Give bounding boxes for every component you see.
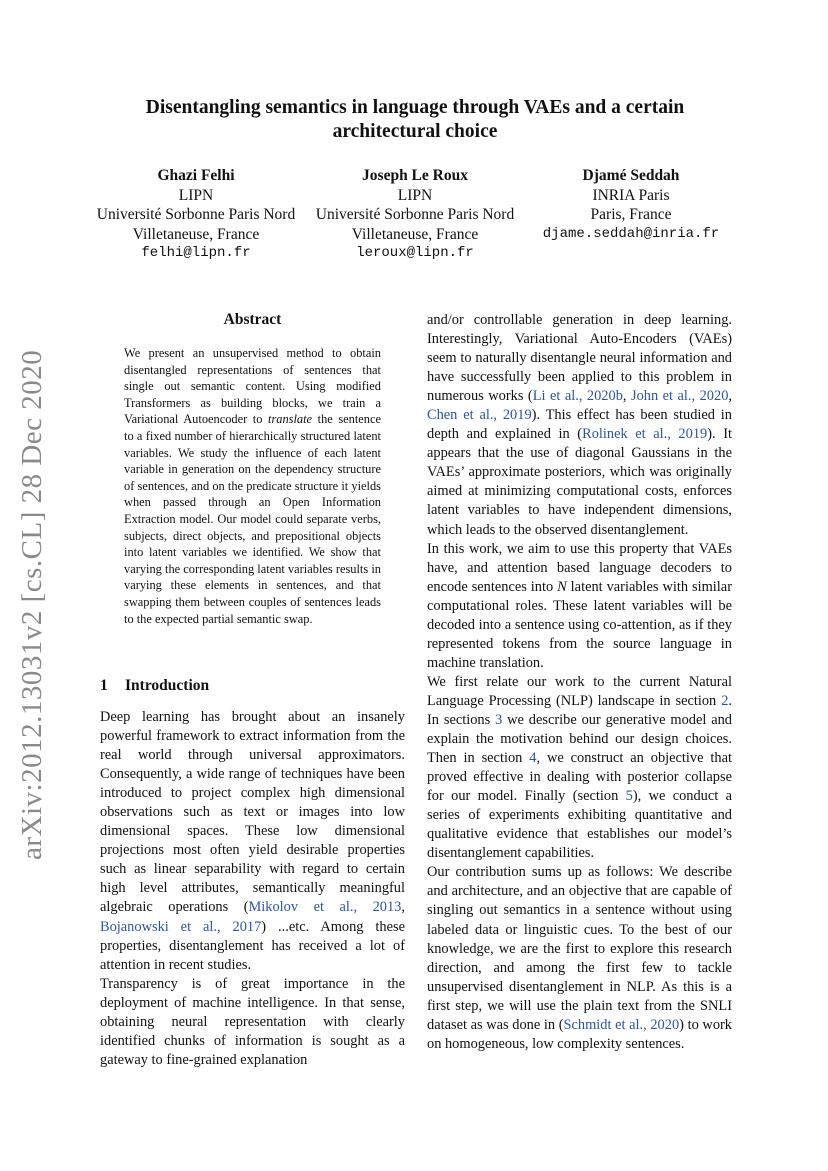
paragraph-text: and/or controllable generation in deep learning. Interestingly, Variational Auto-Encoders (VAEs) seem to naturally disentangle neural information and have successfully been applied to this problem in numerous works (: [427, 312, 732, 405]
citation-link[interactable]: Mikolov et al., 2013: [248, 899, 402, 916]
abstract-text: We present an unsupervised method to obtain disentangled representations of sentences that single out semantic content. Using modified Transformers as building blocks, we train a Variational Autoencoder to: [124, 346, 381, 427]
paragraph-text: In this work, we aim to use this property that VAEs have, and attention based language decoders to encode sentences into: [427, 540, 732, 595]
section-number: 1: [100, 677, 108, 694]
author-affiliation: INRIA Paris: [592, 186, 670, 204]
author-block-felhi: [90, 166, 302, 264]
citation-link[interactable]: Li et al., 2020b: [532, 388, 623, 405]
paragraph-text: Deep learning has brought about an insanely powerful framework to extract information from the real world through universal approximators. Consequently, a wide range of techniques have been introduced to project complex high dimensional observations such as text or images into low dimensional spaces. These low dimensional projections most often yield desirable properties such as linear separability with regard to certain high level attributes, semantically meaningful algebraic operations (: [100, 709, 405, 916]
author-block-leroux: [309, 166, 521, 264]
citation-link[interactable]: Schmidt et al., 2020: [563, 1016, 680, 1033]
author-email: felhi@lipn.fr: [141, 245, 251, 261]
right-column-text: [427, 311, 732, 1054]
author-affiliation: Université Sorbonne Paris Nord: [96, 206, 296, 223]
paragraph-text: ,: [622, 388, 631, 405]
paragraph-text: ,: [728, 388, 733, 405]
paper-title: Disentangling semantics in language through VAEs and a certain architectural choice: [145, 97, 685, 142]
abstract-body: [124, 345, 381, 627]
paragraph: [427, 311, 732, 540]
author-block-seddah: [516, 166, 746, 244]
author-affiliation: Villetaneuse, France: [351, 225, 479, 243]
author-email: djame.seddah@inria.fr: [542, 225, 720, 242]
abstract-heading: Abstract: [223, 311, 282, 328]
paragraph-text: ). It appears that the use of diagonal Gaussians in the VAEs’ approximate posteriors, which was originally aimed at minimizing computational costs, enforces latent variables to have independent dimensions, which leads to the observed disentanglement.: [427, 426, 733, 538]
section-ref-link[interactable]: 4: [529, 750, 537, 767]
paragraph-text: ). This effect has been studied in depth and explained in (: [427, 407, 732, 443]
section-ref-link[interactable]: 5: [625, 788, 633, 805]
section-ref-link[interactable]: 3: [495, 711, 503, 728]
abstract-text: the sentence to a fixed number of hierarchically structured latent variables. We study the influence of each latent variable in generation on the dependency structure of sentences, and on the predicate structure it yields when passed through an Open Information Extraction model. Our model could separate verbs, subjects, direct objects, and prepositional objects into latent variables we identified. We show that varying the corresponding latent variables results in varying these elements in sentences, and that swapping them between couples of sentences leads to the expected partial semantic swap.: [124, 412, 381, 626]
paragraph-text: ) to work on homogeneous, low complexity sentences.: [427, 1016, 733, 1052]
paragraph-text: We first relate our work to the current Natural Language Processing (NLP) landscape in section: [427, 673, 732, 709]
author-email: leroux@lipn.fr: [356, 245, 474, 261]
citation-link[interactable]: John et al., 2020: [631, 388, 729, 405]
author-affiliation: Université Sorbonne Paris Nord: [315, 206, 515, 223]
arxiv-stamp: arXiv:2012.13031v2 [cs.CL] 28 Dec 2020: [16, 349, 48, 860]
math-variable: N: [557, 578, 567, 595]
paragraph-text: latent variables with similar computational roles. These latent variables will be decoded into a sentence using co-attention, as if they represented tokens from the source language in machine translation.: [427, 578, 732, 671]
paragraph-text: ) ...etc. Among these properties, disentanglement has received a lot of attention in recent studies.: [100, 918, 405, 973]
paragraph-text: . In sections: [427, 692, 732, 728]
author-affiliation: Paris, France: [590, 206, 672, 223]
author-affiliation: LIPN: [397, 186, 433, 204]
author-affiliation: LIPN: [178, 186, 214, 204]
section-heading: [100, 677, 209, 695]
paragraph: [100, 708, 405, 975]
author-affiliation: Villetaneuse, France: [132, 225, 260, 243]
paragraph: [427, 540, 732, 673]
citation-link[interactable]: Chen et al., 2019: [427, 407, 532, 424]
citation-link[interactable]: Bojanowski et al., 2017: [100, 918, 262, 935]
author-name: Joseph Le Roux: [362, 167, 468, 184]
paragraph-text: ), we conduct a series of experiments exhibiting quantitative and qualitative evidence that establishes our model’s disentanglement capabilities.: [427, 788, 732, 862]
paragraph: [427, 673, 732, 863]
paragraph-text: Our contribution sums up as follows: We describe and architecture, and an objective that are capable of singling out semantics in a sentence without using labeled data or linguistic cues. To the best of our knowledge, we are the first to explore this research direction, and among the first few to tackle unsupervised disentanglement in NLP. As this is a first step, we will use the plain text from the SNLI dataset as was done in (: [427, 864, 732, 1033]
paragraph-text: we describe our generative model and explain the motivation behind our design choices. Then in section: [427, 711, 733, 767]
section-ref-link[interactable]: 2: [721, 692, 729, 709]
citation-link[interactable]: Rolinek et al., 2019: [582, 426, 708, 443]
author-name: Djamé Seddah: [582, 167, 680, 184]
abstract-emphasis: translate: [268, 412, 313, 427]
paragraph-text: ,: [401, 899, 405, 916]
paragraph-text: , we construct an objective that proved effective in dealing with posterior collapse for our model. Finally (section: [427, 750, 732, 805]
paragraph: Transparency is of great importance in the deployment of machine intelligence. In that sense, obtaining neural representation with clearly identified chunks of information is sought as a gateway to fine-grained explanation: [100, 975, 405, 1068]
section-title: Introduction: [125, 677, 210, 694]
left-column-text: [100, 708, 405, 1070]
paragraph: [427, 863, 732, 1053]
author-name: Ghazi Felhi: [157, 167, 235, 184]
